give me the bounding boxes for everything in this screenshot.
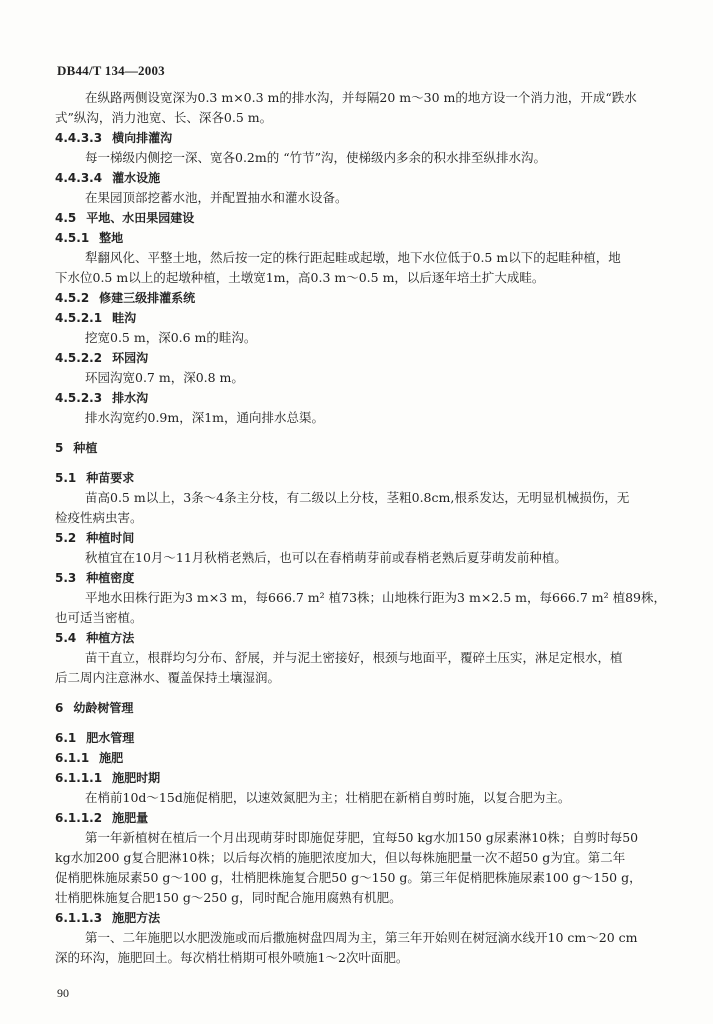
section-heading bbox=[55, 288, 667, 308]
section-number: 4.5.2 bbox=[55, 291, 90, 305]
section-title: 种植时间 bbox=[86, 531, 135, 545]
paragraph-line: 犁翻风化、平整土地，然后按一定的株行距起畦或起墩，地下水位低于0.5 m以下的起畦种植，地 bbox=[85, 250, 621, 265]
section-number: 4.5.1 bbox=[55, 231, 90, 245]
section-heading bbox=[55, 388, 667, 408]
section-title: 灌水设施 bbox=[112, 171, 161, 185]
section-title: 种植 bbox=[73, 441, 98, 455]
section-heading bbox=[55, 748, 667, 768]
paragraph-line: 秋植宜在10月～11月秋梢老熟后，也可以在春梢萌芽前或春梢老熟后夏芽萌发前种植。 bbox=[85, 550, 567, 565]
section-heading bbox=[55, 568, 667, 588]
paragraph-line: 苗干直立，根群均匀分布、舒展，并与泥土密接好，根颈与地面平，覆碎土压实，淋足定根水，植 bbox=[85, 650, 623, 665]
page-number: 90 bbox=[57, 986, 69, 1000]
section-title: 畦沟 bbox=[112, 311, 137, 325]
section-number: 5 bbox=[55, 441, 64, 455]
paragraph-continuation: 检疫性病虫害。 bbox=[55, 510, 143, 525]
section-number: 6.1.1.2 bbox=[55, 811, 103, 825]
section-heading bbox=[55, 728, 667, 748]
section-title: 排水沟 bbox=[112, 391, 149, 405]
section-heading bbox=[55, 348, 667, 368]
section-number: 5.4 bbox=[55, 631, 77, 645]
section-title: 整地 bbox=[99, 231, 124, 245]
paragraph-line: 排水沟宽约0.9m，深1m，通向排水总渠。 bbox=[85, 410, 325, 425]
section-title: 环园沟 bbox=[112, 351, 149, 365]
spacer bbox=[55, 428, 667, 438]
section-number: 6.1 bbox=[55, 731, 77, 745]
paragraph-line: 第一年新植树在植后一个月出现萌芽时即施促芽肥，宜每50 kg水加150 g尿素淋10株；自剪时每50 bbox=[85, 830, 639, 845]
section-title: 肥水管理 bbox=[86, 731, 135, 745]
paragraph-continuation: 也可适当密植。 bbox=[55, 610, 143, 625]
section-title: 种苗要求 bbox=[86, 471, 135, 485]
section-heading bbox=[55, 768, 667, 788]
paragraph-line: 环园沟宽0.7 m，深0.8 m。 bbox=[85, 370, 244, 385]
section-heading bbox=[55, 308, 667, 328]
section-number: 4.5.2.1 bbox=[55, 311, 103, 325]
paragraph-continuation: 下水位0.5 m以上的起墩种植，土墩宽1m，高0.3 m～0.5 m，以后逐年培土扩大成畦。 bbox=[55, 270, 545, 285]
section-heading bbox=[55, 468, 667, 488]
section-heading bbox=[55, 628, 667, 648]
paragraph-continuation: 促梢肥株施尿素50 g～100 g，壮梢肥株施复合肥50 g～150 g。第三年促梢肥株施尿素100 g～150 g， bbox=[55, 870, 642, 885]
section-heading bbox=[55, 698, 667, 718]
section-heading bbox=[55, 438, 667, 458]
section-heading bbox=[55, 128, 667, 148]
section-number: 6.1.1.3 bbox=[55, 911, 103, 925]
section-heading bbox=[55, 908, 667, 928]
section-number: 4.4.3.3 bbox=[55, 131, 103, 145]
section-number: 5.2 bbox=[55, 531, 77, 545]
paragraph-continuation: 深的环沟，施肥回土。每次梢壮梢期可根外喷施1～2次叶面肥。 bbox=[55, 950, 409, 965]
paragraph-continuation: kg水加200 g复合肥淋10株；以后每次梢的施肥浓度加大，但以每株施肥量一次不超50 g为宜。第二年 bbox=[55, 850, 626, 865]
section-title: 修建三级排灌系统 bbox=[99, 291, 196, 305]
paragraph-line: 第一、二年施肥以水肥泼施或而后撒施树盘四周为主，第三年开始则在树冠滴水线开10 cm～20 cm bbox=[85, 930, 638, 945]
section-number: 5.1 bbox=[55, 471, 77, 485]
paragraph-continuation: 后二周内注意淋水、覆盖保持土壤湿润。 bbox=[55, 670, 281, 685]
section-heading bbox=[55, 808, 667, 828]
section-title: 平地、水田果园建设 bbox=[86, 211, 195, 225]
paragraph-line: 每一梯级内侧挖一深、宽各0.2m的 “竹节”沟，使梯级内多余的积水排至纵排水沟。 bbox=[85, 150, 546, 165]
spacer bbox=[55, 458, 667, 468]
section-number: 6.1.1 bbox=[55, 751, 90, 765]
paragraph-continuation: 式”纵沟，消力池宽、长、深各0.5 m。 bbox=[55, 110, 273, 125]
section-title: 施肥时期 bbox=[112, 771, 161, 785]
section-number: 6 bbox=[55, 701, 64, 715]
section-number: 4.5.2.2 bbox=[55, 351, 103, 365]
section-title: 施肥 bbox=[99, 751, 124, 765]
paragraph-line: 在果园顶部挖蓄水池，并配置抽水和灌水设备。 bbox=[85, 190, 348, 205]
spacer bbox=[55, 718, 667, 728]
paragraph-line: 平地水田株行距为3 m×3 m，每666.7 m² 植73株；山地株行距为3 m×2.5 m，每666.7 m² 植89株， bbox=[85, 590, 666, 605]
section-number: 4.4.3.4 bbox=[55, 171, 103, 185]
section-number: 4.5 bbox=[55, 211, 77, 225]
section-title: 施肥量 bbox=[112, 811, 149, 825]
paragraph-line: 在梢前10d～15d施促梢肥，以速效氮肥为主；壮梢肥在新梢自剪时施，以复合肥为主。 bbox=[85, 790, 571, 805]
section-heading bbox=[55, 228, 667, 248]
paragraph-line: 挖宽0.5 m，深0.6 m的畦沟。 bbox=[85, 330, 257, 345]
document-code: DB44/T 134—2003 bbox=[57, 63, 165, 78]
spacer bbox=[55, 688, 667, 698]
section-title: 种植方法 bbox=[86, 631, 135, 645]
section-title: 种植密度 bbox=[86, 571, 135, 585]
section-heading bbox=[55, 168, 667, 188]
section-heading bbox=[55, 528, 667, 548]
paragraph-line: 在纵路两侧设宽深为0.3 m×0.3 m的排水沟，并每隔20 m～30 m的地方设一个消力池，开成“跌水 bbox=[85, 90, 637, 105]
section-number: 6.1.1.1 bbox=[55, 771, 103, 785]
document-body bbox=[55, 88, 667, 968]
section-title: 横向排灌沟 bbox=[112, 131, 173, 145]
section-heading bbox=[55, 208, 667, 228]
section-number: 5.3 bbox=[55, 571, 77, 585]
section-title: 幼龄树管理 bbox=[73, 701, 134, 715]
paragraph-line: 苗高0.5 m以上，3条～4条主分枝，有二级以上分枝，茎粗0.8cm,根系发达，无明显机械损伤，无 bbox=[85, 490, 630, 505]
paragraph-continuation: 壮梢肥株施复合肥150 g～250 g，同时配合施用腐熟有机肥。 bbox=[55, 890, 402, 905]
section-title: 施肥方法 bbox=[112, 911, 161, 925]
section-number: 4.5.2.3 bbox=[55, 391, 103, 405]
